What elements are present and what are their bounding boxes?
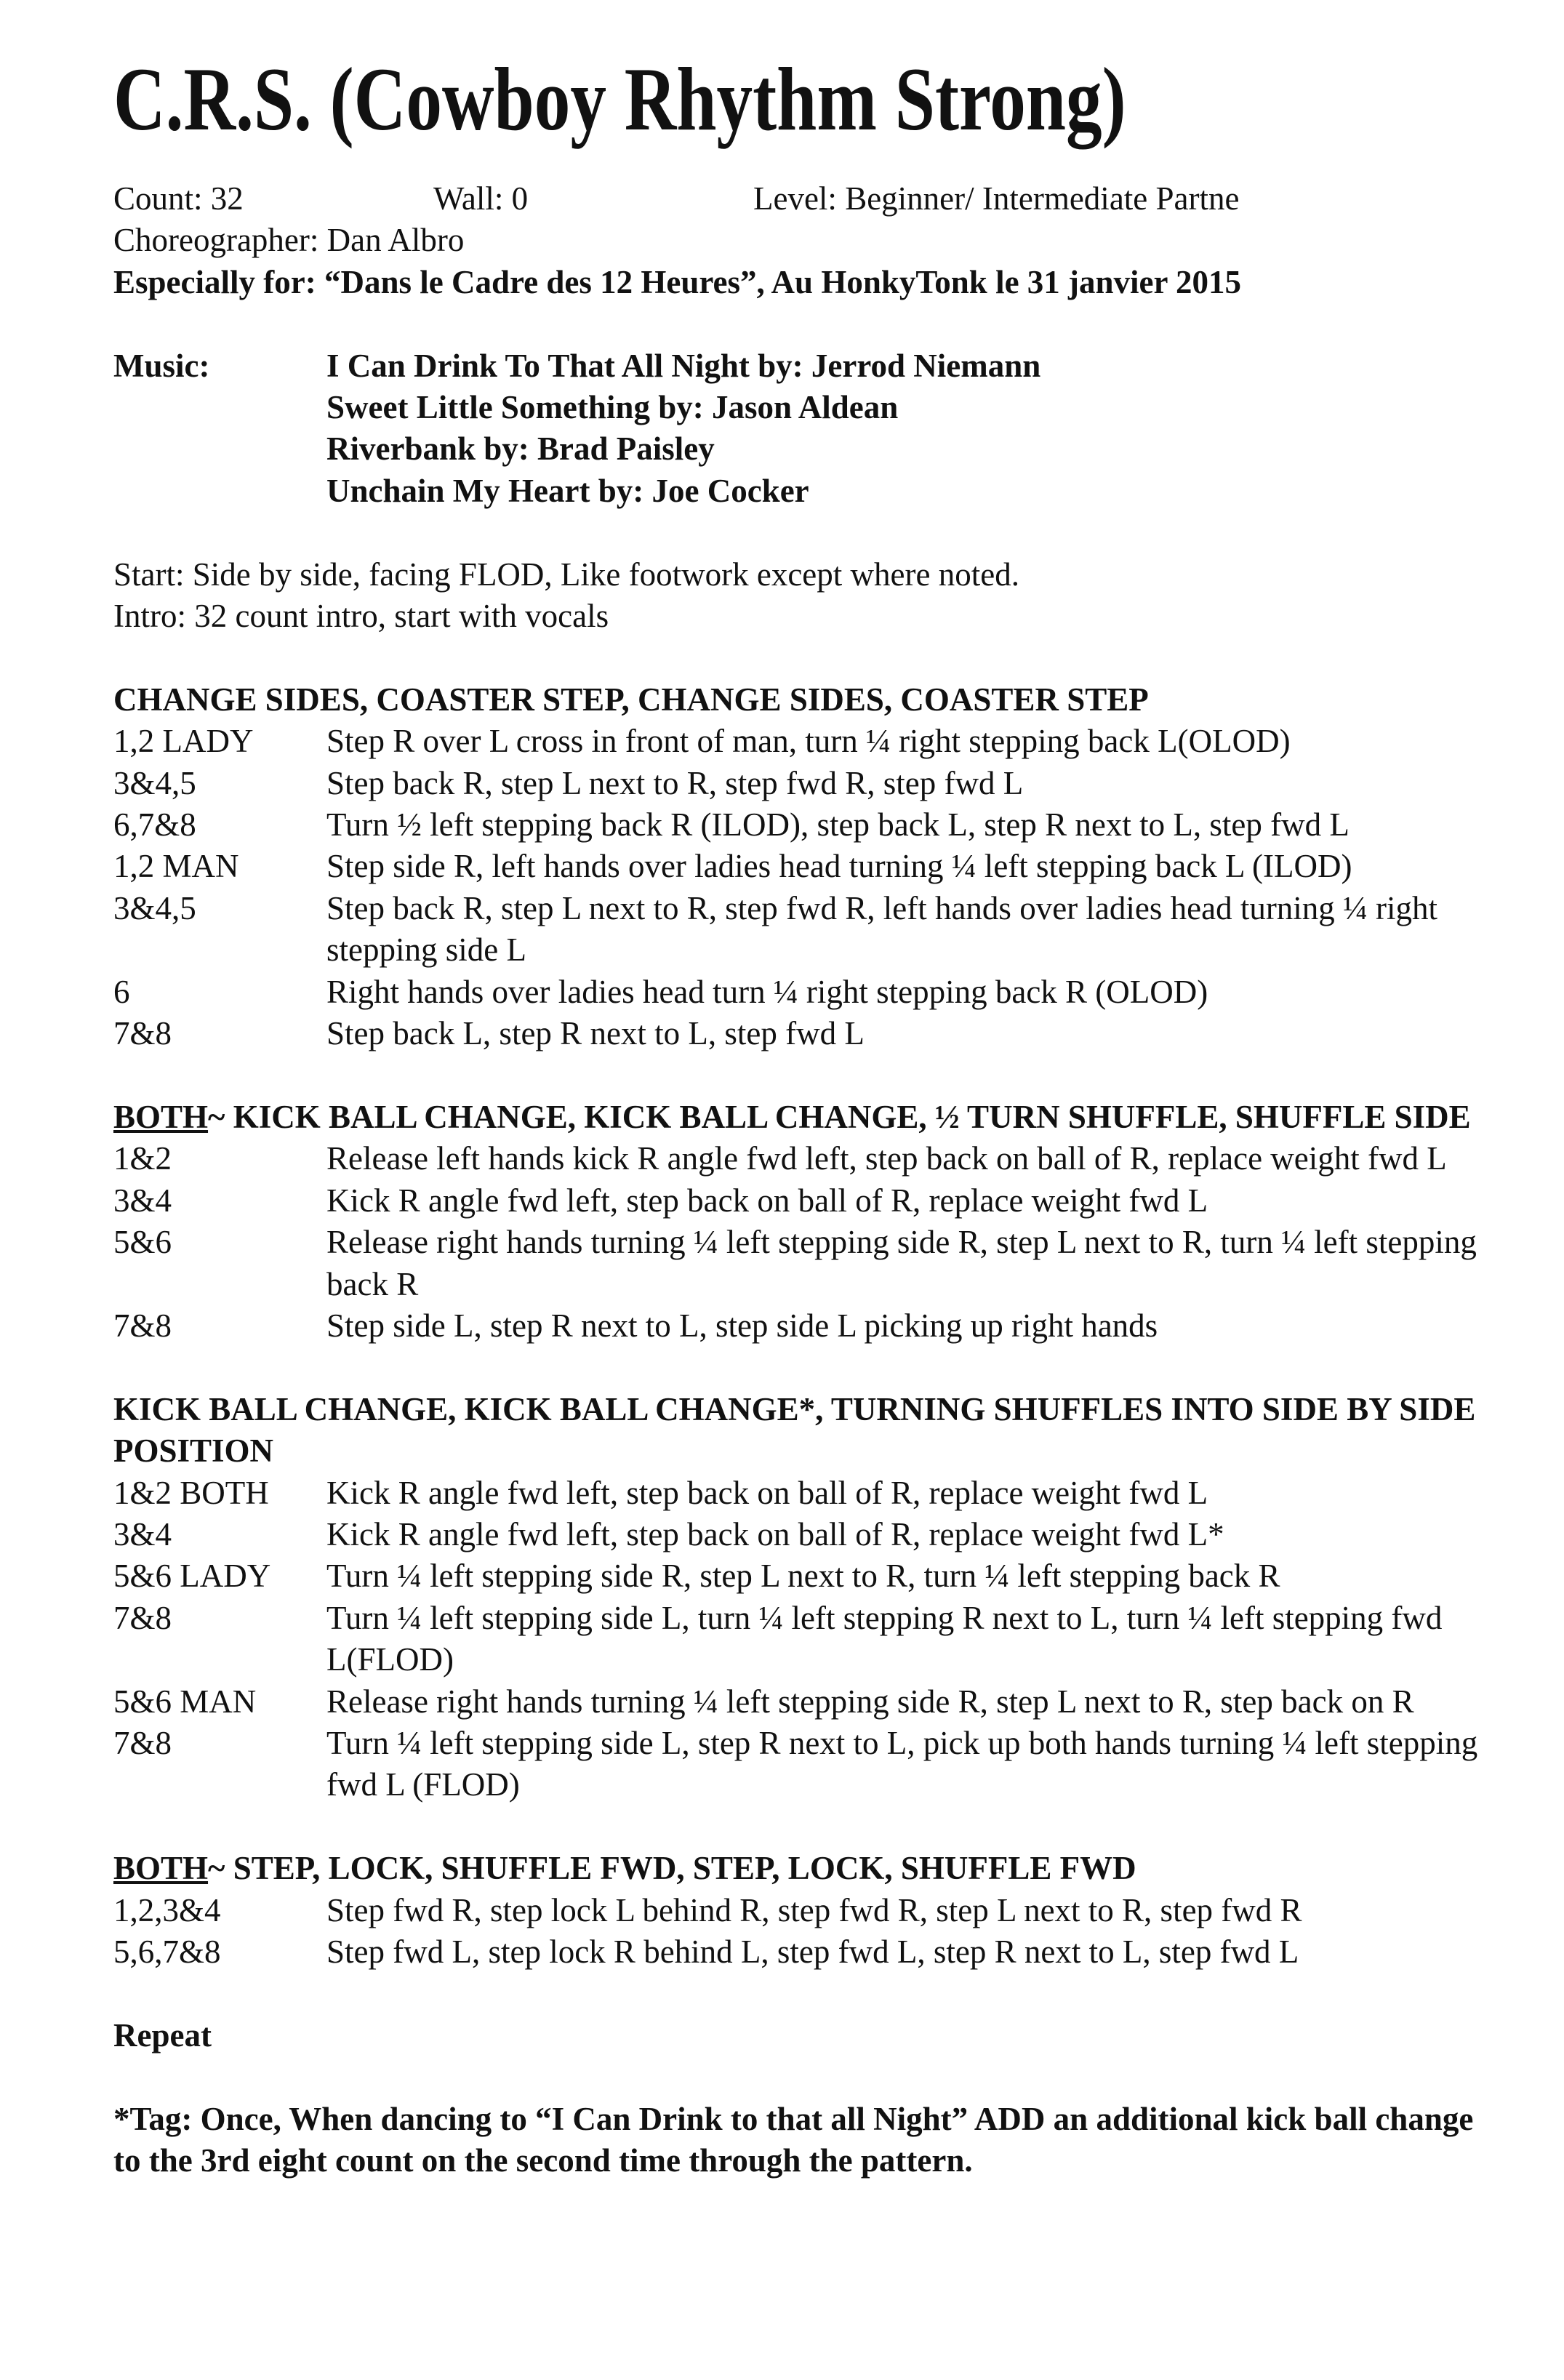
step-row <box>113 1890 1495 1931</box>
section-header <box>113 679 1495 721</box>
step-row <box>113 1931 1495 1973</box>
level: Level: Beginner/ Intermediate Partne <box>753 180 1240 217</box>
step-description: Release right hands turning ¼ left stepping side R, step L next to R, step back on R <box>326 1683 1414 1720</box>
step-row <box>113 846 1495 887</box>
step-row <box>113 1598 1495 1681</box>
section-header-text: ~ KICK BALL CHANGE, KICK BALL CHANGE, ½ TURN SHUFFLE, SHUFFLE SIDE <box>208 1098 1471 1135</box>
section-header <box>113 1848 1495 1889</box>
especially-for: Especially for: “Dans le Cadre des 12 Heures”, Au HonkyTonk le 31 janvier 2015 <box>113 263 1241 300</box>
section-header-prefix: BOTH <box>113 1098 209 1135</box>
step-section <box>113 1389 1495 1806</box>
step-description: Kick R angle fwd left, step back on ball of R, replace weight fwd L <box>326 1182 1208 1219</box>
step-description: Turn ¼ left stepping side L, turn ¼ left stepping R next to L, turn ¼ left stepping fwd L(FLOD) <box>326 1599 1443 1678</box>
choreographer: Choreographer: Dan Albro <box>113 222 465 259</box>
section-header-text: CHANGE SIDES, COASTER STEP, CHANGE SIDES, COASTER STEP <box>113 681 1149 718</box>
step-row <box>113 1222 1495 1305</box>
step-count: 5,6,7&8 <box>113 1933 221 1970</box>
step-row <box>113 1681 1495 1723</box>
step-description: Right hands over ladies head turn ¼ right stepping back R (OLOD) <box>326 973 1208 1010</box>
step-row <box>113 1180 1495 1222</box>
step-count: 5&6 MAN <box>113 1683 257 1720</box>
step-count: 5&6 <box>113 1224 172 1261</box>
step-row <box>113 1514 1495 1555</box>
step-count: 6,7&8 <box>113 806 196 844</box>
step-count: 3&4,5 <box>113 889 196 926</box>
step-description: Release right hands turning ¼ left stepping side R, step L next to R, turn ¼ left stepping back R <box>326 1224 1477 1302</box>
step-description: Turn ¼ left stepping side R, step L next to R, turn ¼ left stepping back R <box>326 1558 1280 1595</box>
step-section <box>113 1848 1495 1973</box>
step-section <box>113 679 1495 1055</box>
step-description: Step R over L cross in front of man, turn ¼ right stepping back L(OLOD) <box>326 723 1291 760</box>
step-description: Kick R angle fwd left, step back on ball of R, replace weight fwd L <box>326 1474 1208 1511</box>
step-description: Step side R, left hands over ladies head turning ¼ left stepping back L (ILOD) <box>326 848 1352 885</box>
step-count: 1,2,3&4 <box>113 1891 221 1928</box>
music-label: Music: <box>113 347 210 384</box>
step-count: 1&2 <box>113 1140 172 1177</box>
intro-note: Intro: 32 count intro, start with vocals <box>113 598 609 635</box>
step-count: 7&8 <box>113 1724 172 1761</box>
music-block <box>113 345 1495 513</box>
step-row <box>113 1555 1495 1597</box>
step-count: 6 <box>113 973 130 1010</box>
step-description: Step back L, step R next to L, step fwd L <box>326 1015 865 1052</box>
step-description: Step back R, step L next to R, step fwd R, step fwd L <box>326 764 1024 801</box>
step-count: 7&8 <box>113 1307 172 1344</box>
song: I Can Drink To That All Night by: Jerrod Niemann <box>326 347 1041 384</box>
step-description: Step back R, step L next to R, step fwd R, left hands over ladies head turning ¼ right stepping side L <box>326 889 1438 969</box>
song: Riverbank by: Brad Paisley <box>326 430 715 468</box>
step-row <box>113 763 1495 804</box>
section-header <box>113 1389 1495 1473</box>
step-description: Step fwd R, step lock L behind R, step fwd R, step L next to R, step fwd R <box>326 1891 1302 1928</box>
step-description: Turn ½ left stepping back R (ILOD), step back L, step R next to L, step fwd L <box>326 806 1350 844</box>
step-row <box>113 971 1495 1013</box>
step-count: 1&2 BOTH <box>113 1474 269 1511</box>
repeat-note: Repeat <box>113 2016 212 2054</box>
step-row <box>113 804 1495 846</box>
step-count: 1,2 LADY <box>113 723 254 760</box>
tag-note: *Tag: Once, When dancing to “I Can Drink to that all Night” ADD an additional kick ball change to the 3rd eight count on the second time through the pattern. <box>113 2100 1474 2179</box>
step-description: Release left hands kick R angle fwd left, step back on ball of R, replace weight fwd L <box>326 1140 1447 1177</box>
step-description: Step side L, step R next to L, step side L picking up right hands <box>326 1307 1158 1344</box>
song: Sweet Little Something by: Jason Aldean <box>326 389 899 426</box>
step-row <box>113 721 1495 762</box>
section-header-text: KICK BALL CHANGE, KICK BALL CHANGE*, TURNING SHUFFLES INTO SIDE BY SIDE POSITION <box>113 1390 1476 1470</box>
meta-row <box>113 178 1495 220</box>
step-row <box>113 1305 1495 1347</box>
step-count: 3&4 <box>113 1515 172 1552</box>
step-count: 3&4,5 <box>113 764 196 801</box>
step-description: Kick R angle fwd left, step back on ball of R, replace weight fwd L* <box>326 1515 1224 1552</box>
step-count: 1,2 MAN <box>113 848 239 885</box>
section-header-text: ~ STEP, LOCK, SHUFFLE FWD, STEP, LOCK, SHUFFLE FWD <box>208 1850 1136 1887</box>
count: Count: 32 <box>113 180 244 217</box>
step-row <box>113 1013 1495 1054</box>
section-header-prefix: BOTH <box>113 1850 209 1887</box>
section-header <box>113 1097 1495 1138</box>
step-description: Step fwd L, step lock R behind L, step fwd L, step R next to L, step fwd L <box>326 1933 1299 1970</box>
step-row <box>113 1138 1495 1179</box>
document-body <box>113 178 1495 2181</box>
step-section <box>113 1097 1495 1347</box>
step-row <box>113 1723 1495 1806</box>
dance-title: C.R.S. (Cowboy Rhythm Strong) <box>113 49 1126 149</box>
wall: Wall: 0 <box>433 180 529 217</box>
step-sections <box>113 679 1495 1974</box>
step-row <box>113 1473 1495 1514</box>
step-description: Turn ¼ left stepping side L, step R next to L, pick up both hands turning ¼ left stepping fwd L (FLOD) <box>326 1724 1478 1803</box>
step-count: 5&6 LADY <box>113 1558 271 1595</box>
song: Unchain My Heart by: Joe Cocker <box>326 472 809 509</box>
step-count: 3&4 <box>113 1182 172 1219</box>
step-count: 7&8 <box>113 1015 172 1052</box>
start-note: Start: Side by side, facing FLOD, Like footwork except where noted. <box>113 556 1019 593</box>
step-row <box>113 888 1495 971</box>
step-count: 7&8 <box>113 1599 172 1636</box>
